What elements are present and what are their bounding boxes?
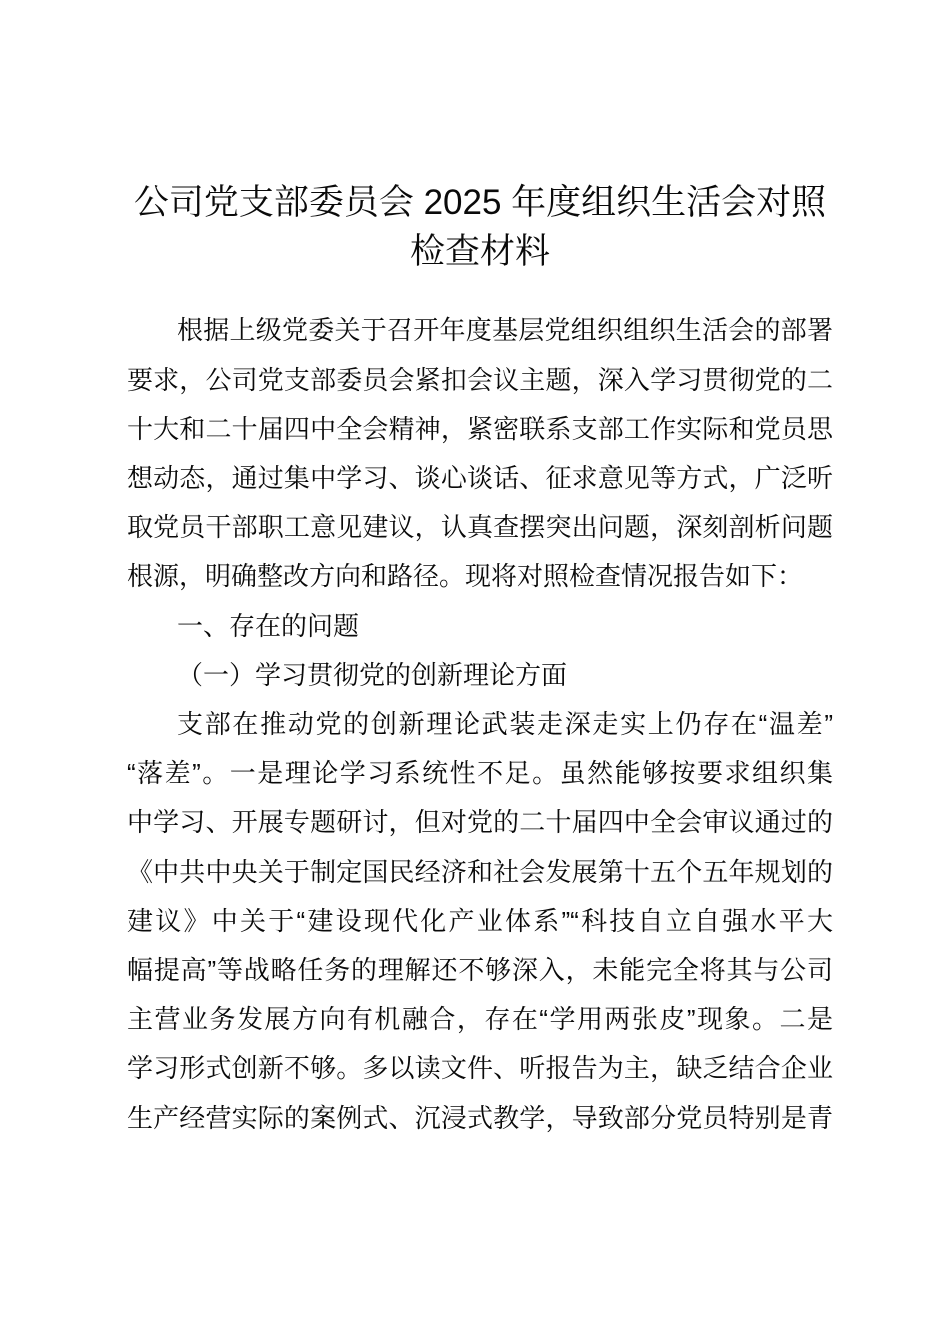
- text-line: 根源，明确整改方向和路径。现将对照检查情况报告如下：: [127, 561, 804, 592]
- text-line: 想动态，通过集中学习、谈心谈话、征求意见等方式，广泛听: [127, 463, 833, 494]
- subheading-block: [127, 651, 833, 700]
- text-line: 生产经营实际的案例式、沉浸式教学，导致部分党员特别是青: [127, 1102, 833, 1133]
- text-line: 十大和二十届四中全会精神，紧密联系支部工作实际和党员思: [127, 413, 833, 444]
- text-line: 支部在推动党的创新理论武装走深走实上仍存在“温差”: [177, 709, 833, 740]
- text-line: （一）学习贯彻党的创新理论方面: [177, 659, 568, 690]
- document-body: [127, 306, 833, 1142]
- document-title: [127, 178, 833, 276]
- text-line: 幅提高”等战略任务的理解还不够深入，未能完全将其与公司: [127, 955, 833, 986]
- text-line: “落差”。一是理论学习系统性不足。虽然能够按要求组织集: [127, 758, 833, 789]
- paragraph-block: [127, 700, 833, 1143]
- heading-block: [127, 602, 833, 651]
- text-line: 中学习、开展专题研讨，但对党的二十届四中全会审议通过的: [127, 807, 833, 838]
- text-line: 取党员干部职工意见建议，认真查摆突出问题，深刻剖析问题: [127, 512, 833, 543]
- text-line: 建议》中关于“建设现代化产业体系”“科技自立自强水平大: [127, 905, 833, 936]
- text-line: 根据上级党委关于召开年度基层党组织组织生活会的部署: [177, 315, 833, 346]
- text-line: 学习形式创新不够。多以读文件、听报告为主，缺乏结合企业: [127, 1053, 833, 1084]
- title-line-2: 检查材料: [409, 232, 550, 272]
- text-line: 一、存在的问题: [177, 610, 360, 641]
- document-content: [127, 178, 833, 1143]
- paragraph-block: [127, 306, 833, 601]
- text-line: 要求，公司党支部委员会紧扣会议主题，深入学习贯彻党的二: [127, 364, 833, 395]
- title-line-1: 公司党支部委员会 2025 年度组织生活会对照: [133, 183, 827, 222]
- text-line: 主营业务发展方向有机融合，存在“学用两张皮”现象。二是: [127, 1004, 833, 1035]
- text-line: 《中共中央关于制定国民经济和社会发展第十五个五年规划的: [127, 856, 833, 887]
